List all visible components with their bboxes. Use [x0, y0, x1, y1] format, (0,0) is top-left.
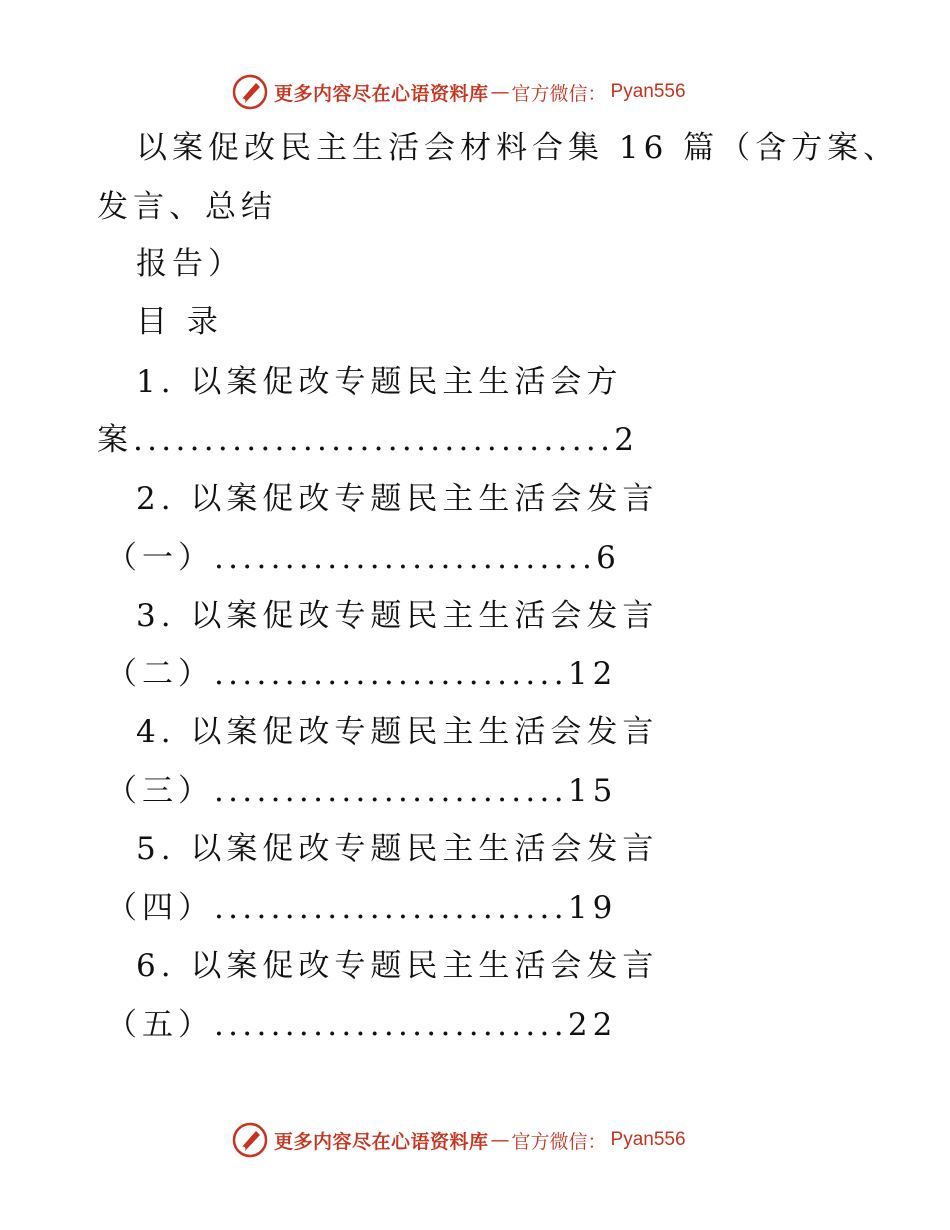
banner-sub-text: 官方微信：: [511, 82, 607, 105]
toc-item-2-dots: ...........................: [214, 540, 597, 576]
toc-item-1-leader[interactable]: [97, 420, 639, 460]
toc-item-1-cont: 案: [97, 422, 133, 458]
toc-heading: 目 录: [136, 304, 223, 340]
toc-item-4-page: 15: [567, 773, 618, 809]
toc-item-5-dots: .........................: [214, 890, 568, 926]
toc-item-6-cont: （五）: [106, 1007, 214, 1043]
toc-item-5-leader[interactable]: [106, 888, 617, 928]
toc-item-3-cont: （二）: [106, 656, 214, 692]
logo-pen-icon: [232, 1122, 268, 1158]
banner-dash: —: [490, 81, 510, 103]
toc-item-3-label: 3. 以案促改专题民主生活会发言: [136, 598, 659, 634]
toc-item-3-leader[interactable]: [106, 654, 617, 694]
toc-item-5-page: 19: [567, 890, 618, 926]
banner-main-text: 更多内容尽在心语资料库: [274, 82, 489, 105]
toc-item-2-page: 6: [596, 540, 621, 576]
document-title-line-2: 发言、总结: [97, 189, 277, 225]
toc-item-5-label: 5. 以案促改专题民主生活会发言: [136, 831, 659, 867]
toc-item-2-leader[interactable]: [106, 538, 621, 578]
toc-item-2-cont: （一）: [106, 540, 214, 576]
banner-wechat-id: Pyan556: [610, 1129, 686, 1150]
banner-main-text: 更多内容尽在心语资料库: [274, 1130, 489, 1153]
document-title-line-1: 以案促改民主生活会材料合集 16 篇（含方案、: [136, 130, 900, 166]
toc-item-3-page: 12: [567, 656, 618, 692]
banner-dash: —: [490, 1129, 510, 1151]
footer-banner: [232, 1120, 686, 1160]
toc-item-5-cont: （四）: [106, 890, 214, 926]
banner-wechat-id: Pyan556: [610, 81, 686, 102]
header-banner: [232, 72, 686, 112]
toc-item-3-dots: .........................: [214, 656, 568, 692]
toc-item-4-label: 4. 以案促改专题民主生活会发言: [136, 714, 659, 750]
toc-item-6-label: 6. 以案促改专题民主生活会发言: [136, 948, 659, 984]
banner-sub-text: 官方微信：: [511, 1130, 607, 1153]
toc-item-6-page: 22: [567, 1007, 618, 1043]
toc-item-2-label: 2. 以案促改专题民主生活会发言: [136, 481, 659, 517]
document-title-line-3: 报告）: [136, 246, 244, 282]
toc-item-4-dots: .........................: [214, 773, 568, 809]
toc-item-1-label: 1. 以案促改专题民主生活会方: [136, 364, 623, 400]
toc-item-6-dots: .........................: [214, 1007, 568, 1043]
toc-item-1-page: 2: [614, 422, 639, 458]
toc-item-6-leader[interactable]: [106, 1005, 617, 1045]
toc-item-4-cont: （三）: [106, 773, 214, 809]
logo-pen-icon: [232, 74, 268, 110]
toc-item-1-dots: ..................................: [133, 422, 615, 458]
toc-item-4-leader[interactable]: [106, 771, 617, 811]
